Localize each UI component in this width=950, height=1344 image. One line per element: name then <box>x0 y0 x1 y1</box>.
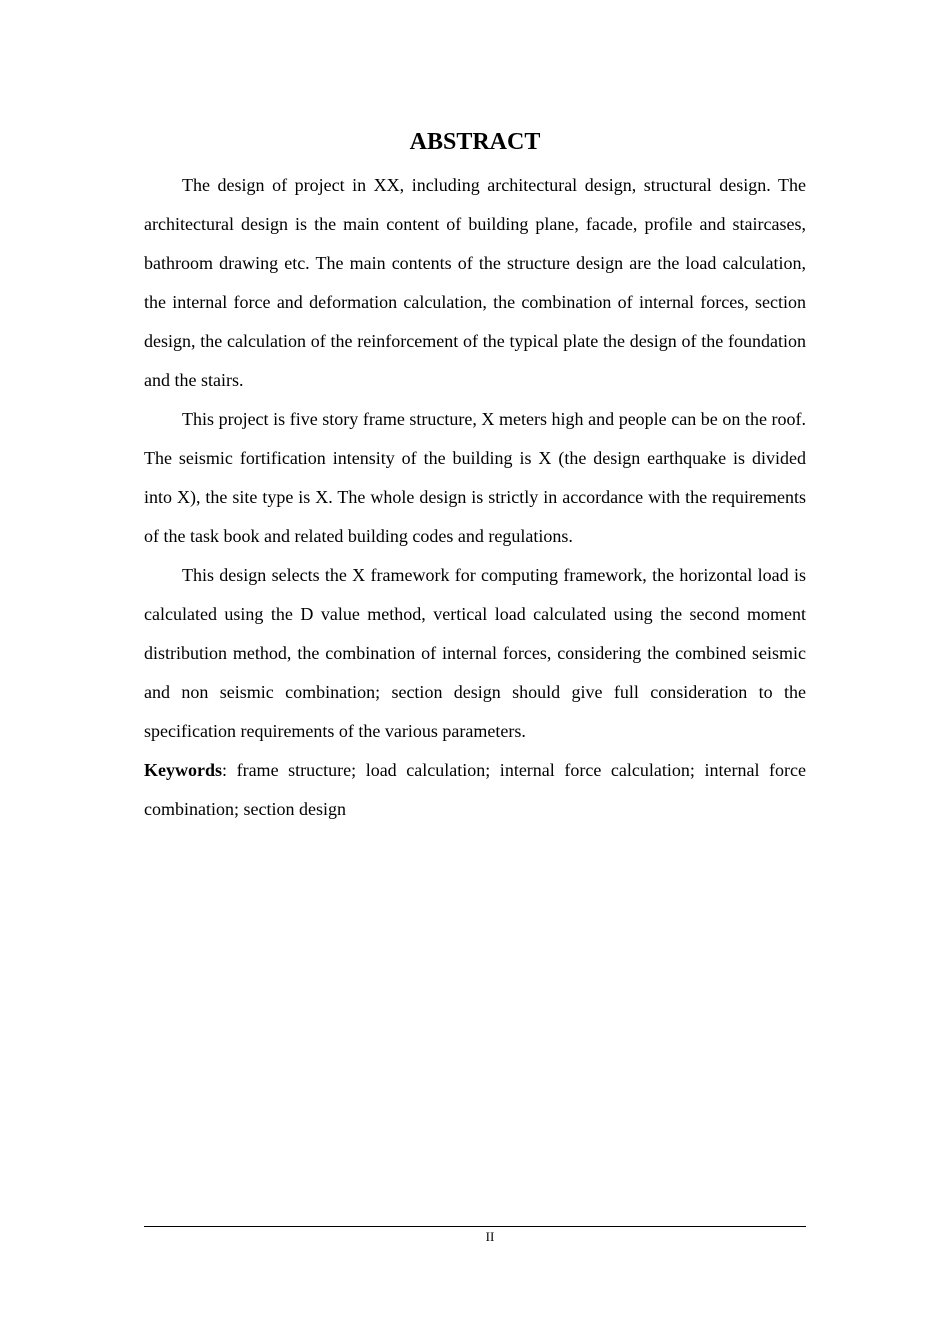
abstract-section <box>144 120 806 829</box>
keywords-label: Keywords <box>144 760 222 780</box>
keywords-line <box>144 751 806 829</box>
abstract-paragraph-3: This design selects the X framework for computing framework, the horizontal load is calculated using the D value method, vertical load calculated using the second moment distribution method, the combination of internal forces, considering the combined seismic and non seismic combination; section design should give full consideration to the specification requirements of the various parameters. <box>144 565 806 741</box>
keywords-text: : frame structure; load calculation; internal force calculation; internal force combination; section design <box>144 760 806 819</box>
abstract-paragraph-2: This project is five story frame structure, X meters high and people can be on the roof. The seismic fortification intensity of the building is X (the design earthquake is divided into X), the site type is X. The whole design is strictly in accordance with the requirements of the task book and related building codes and regulations. <box>144 409 806 546</box>
page-number: II <box>485 1229 495 1244</box>
footer-divider <box>144 1226 806 1227</box>
abstract-title: ABSTRACT <box>409 129 541 155</box>
abstract-paragraph-1: The design of project in XX, including architectural design, structural design. The architectural design is the main content of building plane, facade, profile and staircases, bathroom drawing etc. The main contents of the structure design are the load calculation, the internal force and deformation calculation, the combination of internal forces, section design, the calculation of the reinforcement of the typical plate the design of the foundation and the stairs. <box>144 175 806 390</box>
